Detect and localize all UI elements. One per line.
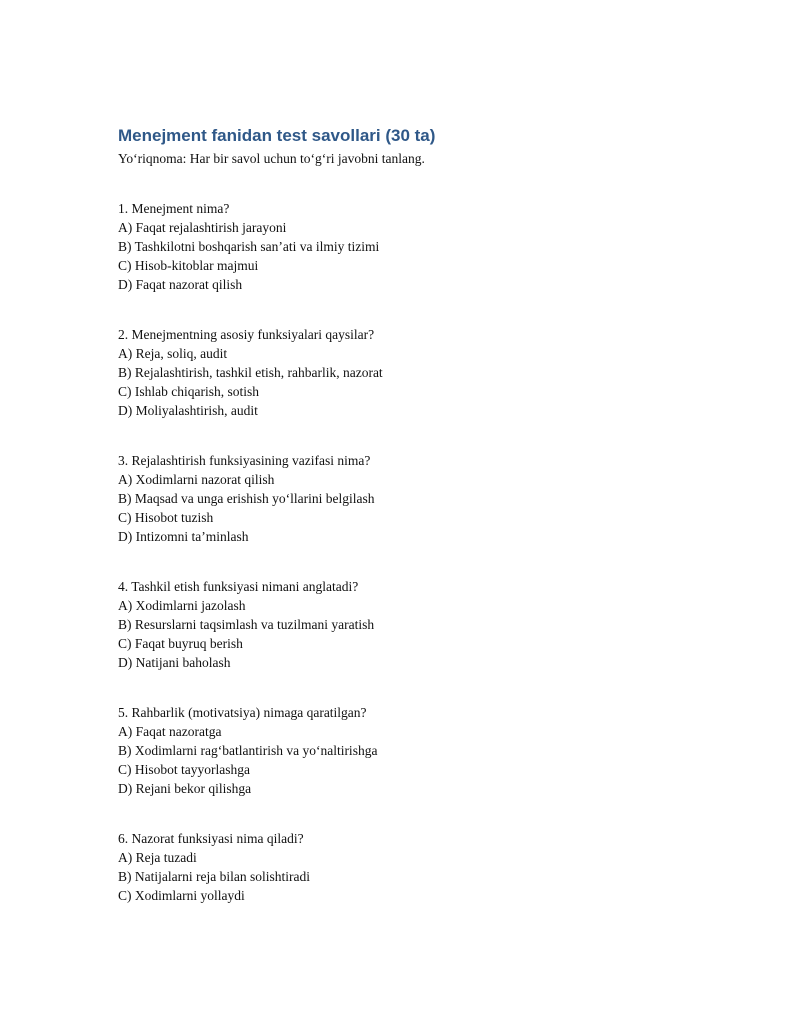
answer-option: A) Reja tuzadi: [118, 850, 197, 865]
answer-option: C) Ishlab chiqarish, sotish: [118, 384, 259, 399]
answer-option: C) Hisobot tuzish: [118, 510, 214, 525]
question-text: 3. Rejalashtirish funksiyasining vazifasi nima?: [118, 453, 371, 468]
answer-option: A) Faqat rejalashtirish jarayoni: [118, 220, 287, 235]
question-5: [118, 703, 718, 798]
question-3: [118, 451, 718, 546]
answer-option: A) Faqat nazoratga: [118, 724, 222, 739]
question-text: 5. Rahbarlik (motivatsiya) nimaga qaratilgan?: [118, 705, 367, 720]
question-2: [118, 325, 718, 420]
document-content: [118, 125, 718, 905]
answer-option: C) Hisobot tayyorlashga: [118, 762, 250, 777]
answer-option: B) Maqsad va unga erishish yo‘llarini belgilash: [118, 491, 375, 506]
answer-option: A) Xodimlarni jazolash: [118, 598, 246, 613]
question-text: 2. Menejmentning asosiy funksiyalari qaysilar?: [118, 327, 375, 342]
answer-option: B) Natijalarni reja bilan solishtiradi: [118, 869, 310, 884]
question-4: [118, 577, 718, 672]
answer-option: D) Natijani baholash: [118, 655, 231, 670]
answer-option: A) Reja, soliq, audit: [118, 346, 228, 361]
question-text: 1. Menejment nima?: [118, 201, 230, 216]
answer-option: C) Hisob-kitoblar majmui: [118, 258, 259, 273]
instruction-text: Yo‘riqnoma: Har bir savol uchun to‘g‘ri javobni tanlang.: [118, 151, 425, 166]
answer-option: B) Rejalashtirish, tashkil etish, rahbarlik, nazorat: [118, 365, 383, 380]
question-text: 6. Nazorat funksiyasi nima qiladi?: [118, 831, 304, 846]
answer-option: A) Xodimlarni nazorat qilish: [118, 472, 275, 487]
answer-option: C) Faqat buyruq berish: [118, 636, 243, 651]
question-text: 4. Tashkil etish funksiyasi nimani anglatadi?: [118, 579, 359, 594]
answer-option: D) Moliyalashtirish, audit: [118, 403, 258, 418]
answer-option: D) Rejani bekor qilishga: [118, 781, 252, 796]
document-title: Menejment fanidan test savollari (30 ta): [118, 126, 436, 145]
question-6: [118, 829, 718, 905]
answer-option: C) Xodimlarni yollaydi: [118, 888, 245, 903]
answer-option: B) Xodimlarni rag‘batlantirish va yo‘naltirishga: [118, 743, 378, 758]
question-1: [118, 199, 718, 294]
answer-option: B) Resurslarni taqsimlash va tuzilmani yaratish: [118, 617, 375, 632]
answer-option: B) Tashkilotni boshqarish san’ati va ilmiy tizimi: [118, 239, 380, 254]
answer-option: D) Intizomni ta’minlash: [118, 529, 249, 544]
answer-option: D) Faqat nazorat qilish: [118, 277, 243, 292]
